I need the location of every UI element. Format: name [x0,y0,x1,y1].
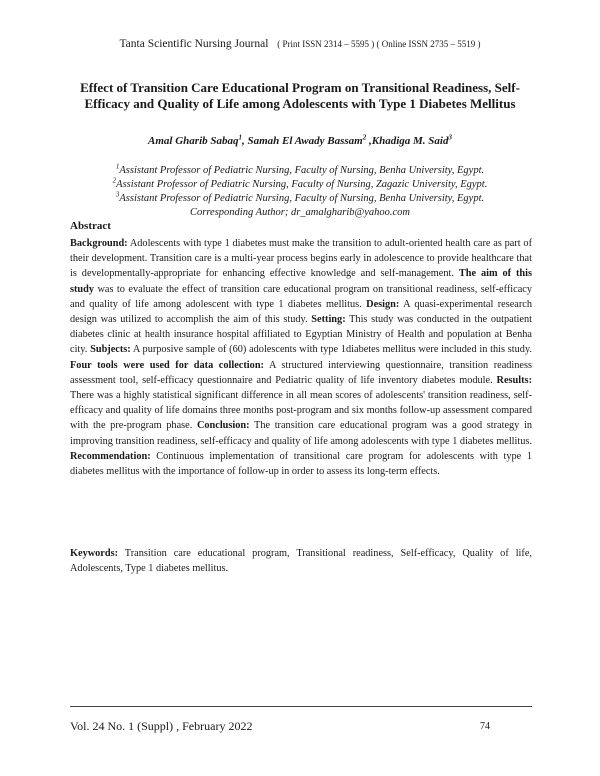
keywords-label: Keywords: [70,548,119,559]
abstract-section-label: The aim of this study [70,268,532,295]
abstract-text: A structured interviewing questionnaire, transition readiness assessment tool, self-efficacy questionnaire and Pediatric quality of life inventory diabetes module. [70,359,533,386]
abstract-text: Adolescents with type 1 diabetes must make the transition to adult-oriented health care as part of their development. Transition care is a multi-year process begins early in adolescence to provide healthcare that is developmentally-appropriate for enhancing effective knowledge and self-management. [70,238,532,280]
page-number: 74 [480,721,490,732]
paper-title: Effect of Transition Care Educational Program on Transitional Readiness, Self-Efficacy and Quality of Life among Adolescents with Type 1 Diabetes Mellitus [80,80,520,111]
abstract-text: There was a highly statistical significant difference in all mean scores of adolescents' transition readiness, self-efficacy and quality of life domains three months post-program and six months follow-up assessment compared with the pre-program phase. [70,390,532,432]
footer-divider [70,706,532,707]
abstract-body [70,236,532,479]
affiliation-superscript: 1 [115,162,120,171]
abstract-section-label: Setting: [311,314,346,326]
abstract-heading: Abstract [70,220,111,232]
author-superscript: 1 [238,133,242,142]
abstract-text: The transition care educational program was a good strategy in improving transition readiness, self-efficacy and quality of life among adolescents with type 1 diabetes mellitus. [70,420,532,447]
author-superscript: 2 [362,133,367,142]
affiliation-line [0,164,600,178]
author-superscript: 3 [448,133,452,142]
abstract-section-label: Recommendation: [70,450,151,462]
abstract-text: This study was conducted in the outpatient diabetes clinic at health insurance hospital affiliated to Egyptian Ministry of Health and population at Benha city. [70,314,532,356]
author-separator: , [242,135,248,147]
journal-name: Tanta Scientific Nursing Journal [119,38,269,50]
keywords-text: Transition care educational program, Transitional readiness, Self-efficacy, Quality of life, Adolescents, Type 1 diabetes mellitus. [70,548,532,575]
abstract-section-label: Background: [70,238,128,249]
author-name: Amal Gharib Sabaq [148,135,239,147]
affiliation-text: Assistant Professor of Pediatric Nursing, Faculty of Nursing, Benha University, Egypt. [119,165,485,176]
abstract-text: Continuous implementation of transitional care program for adolescents with type 1 diabetes mellitus with the importance of follow-up in order to assess its long-term effects. [70,450,532,478]
abstract-text: was to evaluate the effect of transition care educational program on transitional readiness, self-efficacy and quality of life among adolescent with type 1 diabetes mellitus. [70,283,532,310]
abstract-section-label: Four tools were used for data collection: [70,359,264,371]
issn-info: ( Print ISSN 2314 – 5595 ) ( Online ISSN 2735 – 5519 ) [277,39,481,49]
abstract-section-label: Results: [496,374,532,386]
affiliation-line [0,178,600,192]
affiliation-line [0,192,600,206]
abstract-section-label: Subjects: [90,344,131,356]
affiliation-text: Assistant Professor of Pediatric Nursing, Faculty of Nursing, Zagazic University, Egypt. [116,179,488,190]
abstract-section-label: Conclusion: [196,420,250,432]
author-name: Khadiga M. Said [371,135,449,147]
abstract-text: A quasi-experimental research design was utilized to accomplish the aim of this study. [70,298,533,326]
author-name: Samah El Awady Bassam [247,135,363,147]
corresponding-author: Corresponding Author; dr_amalgharib@yahoo.com [190,207,410,218]
running-header [0,38,600,50]
affiliation-superscript: 2 [112,176,117,185]
abstract-section-label: Design: [366,298,400,310]
keywords [70,546,532,576]
footer-volume: Vol. 24 No. 1 (Suppl) , February 2022 [70,719,253,733]
affiliation-block [0,164,600,220]
author-list [0,135,600,147]
affiliation-superscript: 3 [115,190,120,199]
author-separator: , [366,135,372,147]
abstract-text: A purposive sample of (60) adolescents with type 1diabetes mellitus were included in this study. [130,344,533,356]
affiliation-text: Assistant Professor of Pediatric Nursing, Faculty of Nursing, Benha University, Egypt. [119,193,485,204]
